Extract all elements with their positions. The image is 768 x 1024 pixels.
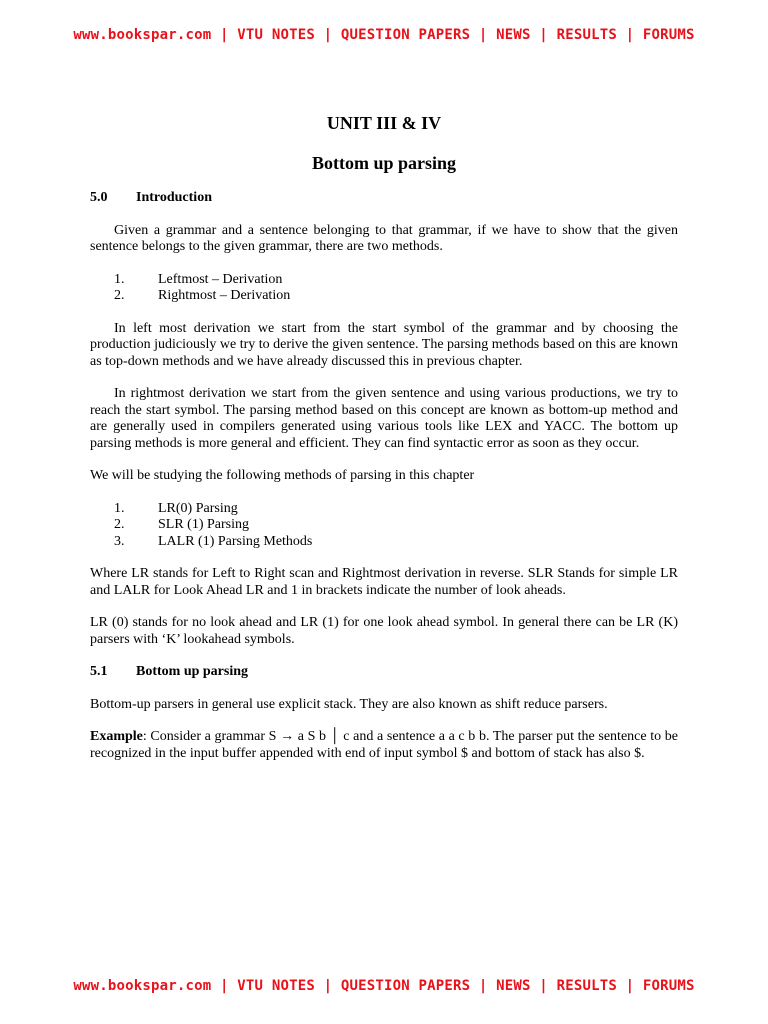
section-title: Introduction: [136, 190, 212, 205]
example-text: : Consider a grammar S → a S b │ c and a sentence a a c b b. The parser put the sentence to be recognized in the input buffer appended with end of input symbol $ and bottom of stack has also $.: [90, 729, 678, 761]
list-number: 3.: [114, 533, 125, 549]
parsing-methods-list: [90, 501, 678, 551]
list-text: LALR (1) Parsing Methods: [158, 533, 313, 549]
list-text: Rightmost – Derivation: [158, 288, 291, 303]
list-item: [90, 534, 678, 551]
unit-title: UNIT III & IV: [326, 113, 442, 133]
section-heading-bottom-up: [90, 664, 678, 681]
section-number: 5.1: [90, 664, 108, 679]
list-text: LR(0) Parsing: [158, 500, 238, 516]
list-number: 1.: [114, 500, 125, 516]
paragraph: Bottom-up parsers in general use explicit stack. They are also known as shift reduce parsers.: [90, 696, 608, 712]
paragraph: In left most derivation we start from the start symbol of the grammar and by choosing the production judiciously we try to derive the given sentence. The parsing methods based on this are known as top-down methods and we have already discussed this in previous chapter.: [90, 320, 678, 369]
list-item: [90, 272, 678, 289]
paragraph: In rightmost derivation we start from the given sentence and using various productions, we try to reach the start symbol. The parsing method based on this concept are known as bottom-up method and are generally used in compilers generated using various tools like LEX and YACC. The bottom up parsing methods is more general and efficient. They can find syntactic error as soon as they occur.: [90, 386, 678, 451]
section-title: Bottom up parsing: [136, 664, 249, 679]
paragraph: LR (0) stands for no look ahead and LR (1) for one look ahead symbol. In general there can be LR (K) parsers with ‘K’ lookahead symbols.: [90, 615, 678, 647]
list-number: 2.: [114, 517, 125, 532]
footer-banner[interactable]: www.bookspar.com | VTU NOTES | QUESTION PAPERS | NEWS | RESULTS | FORUMS: [73, 978, 695, 994]
list-number: 2.: [114, 288, 125, 303]
example-paragraph: [90, 729, 678, 762]
example-label: Example: [90, 729, 143, 744]
paragraph: We will be studying the following methods of parsing in this chapter: [90, 468, 475, 483]
list-text: Leftmost – Derivation: [158, 271, 283, 287]
derivation-list: [90, 272, 678, 305]
list-item: [90, 288, 678, 305]
list-item: [90, 501, 678, 518]
paragraph: Where LR stands for Left to Right scan and Rightmost derivation in reverse. SLR Stands for simple LR and LALR for Look Ahead LR and 1 in brackets indicate the number of look aheads.: [90, 566, 678, 598]
page-title: Bottom up parsing: [311, 153, 457, 173]
paragraph: Given a grammar and a sentence belonging to that grammar, if we have to show that the given sentence belongs to the given grammar, there are two methods.: [90, 222, 678, 254]
section-number: 5.0: [90, 190, 108, 205]
list-text: SLR (1) Parsing: [158, 517, 249, 532]
header-banner[interactable]: www.bookspar.com | VTU NOTES | QUESTION PAPERS | NEWS | RESULTS | FORUMS: [73, 27, 695, 43]
list-number: 1.: [114, 271, 125, 287]
list-item: [90, 517, 678, 534]
section-heading-intro: [90, 190, 678, 207]
document-body: [90, 112, 678, 762]
